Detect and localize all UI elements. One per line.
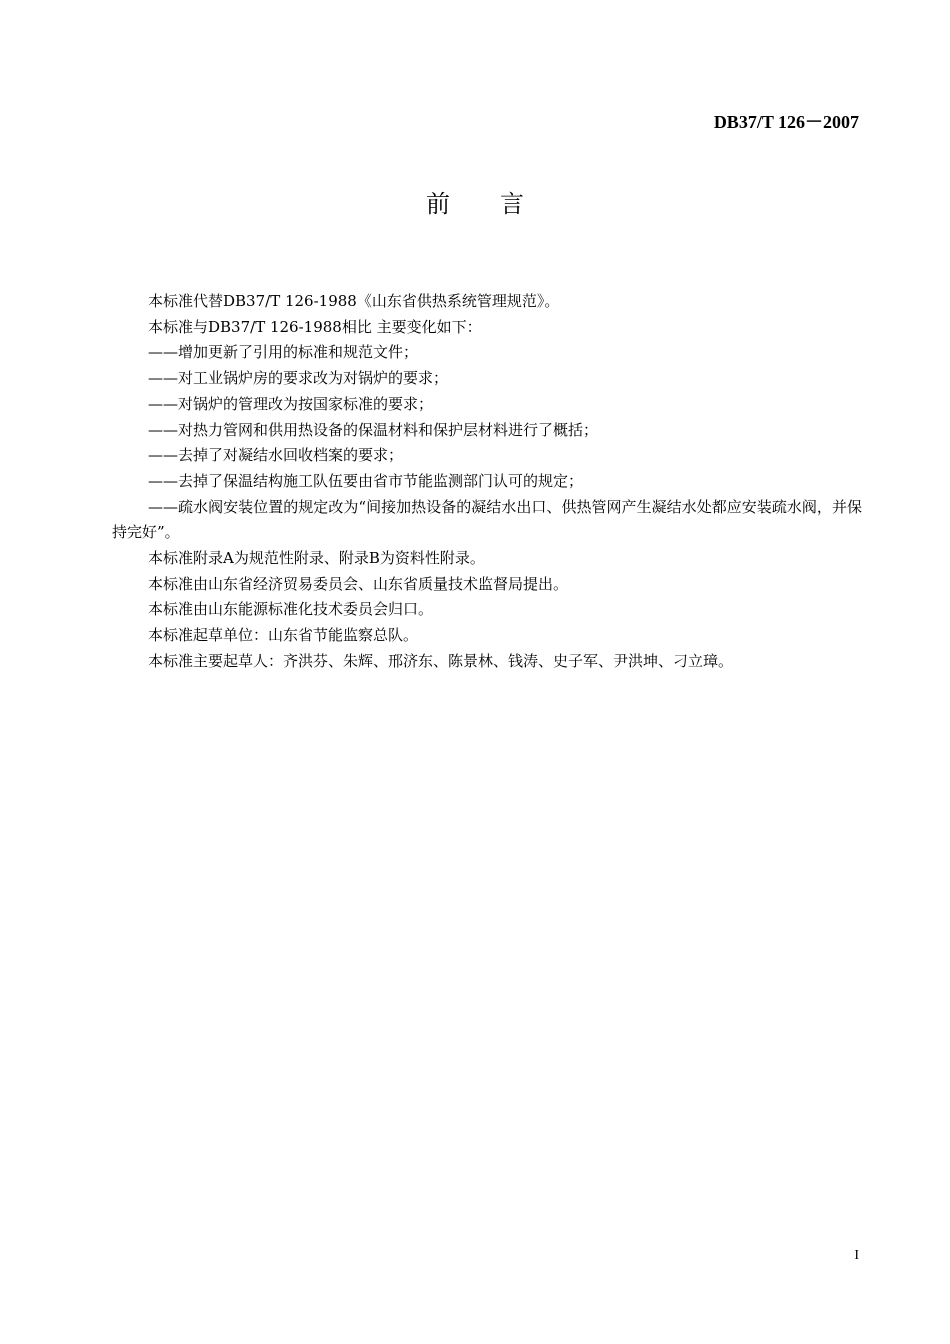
change-item-1: ——增加更新了引用的标准和规范文件； (148, 343, 419, 362)
change-item-2: ——对工业锅炉房的要求改为对锅炉的要求； (148, 369, 449, 388)
change-item-3: ——对锅炉的管理改为按国家标准的要求； (148, 394, 434, 413)
page-title: 前言 (426, 190, 574, 218)
change-item-4: ——对热力管网和供用热设备的保温材料和保护层材料进行了概括； (148, 420, 599, 439)
change-item-5: ——去掉了对凝结水回收档案的要求； (148, 446, 404, 465)
change-item-7: ——疏水阀安装位置的规定改为“间接加热设备的凝结水出口、供热管网产生凝结水处都应安装疏水阀，并保持完好”。 (112, 497, 862, 542)
paragraph-1: 本标准代替DB37/T 126-1988《山东省供热系统管理规范》。 (148, 292, 560, 310)
paragraph-centralized: 本标准由山东能源标准化技术委员会归口。 (148, 600, 434, 619)
page-number: I (854, 1248, 859, 1263)
paragraph-drafting-unit: 本标准起草单位：山东省节能监察总队。 (148, 626, 419, 645)
paragraph-2: 本标准与DB37/T 126-1988相比 主要变化如下： (148, 317, 482, 336)
foreword-body (112, 289, 862, 675)
paragraph-proposer: 本标准由山东省经济贸易委员会、山东省质量技术监督局提出。 (148, 574, 569, 593)
paragraph-drafters: 本标准主要起草人：齐洪芬、朱辉、邢济东、陈景林、钱涛、史子军、尹洪坤、刁立璋。 (148, 651, 734, 670)
paragraph-appendix: 本标准附录A为规范性附录、附录B为资料性附录。 (148, 549, 485, 568)
change-item-6: ——去掉了保温结构施工队伍要由省市节能监测部门认可的规定； (148, 471, 584, 490)
standard-code: DB37/T 126－2007 (713, 112, 859, 132)
